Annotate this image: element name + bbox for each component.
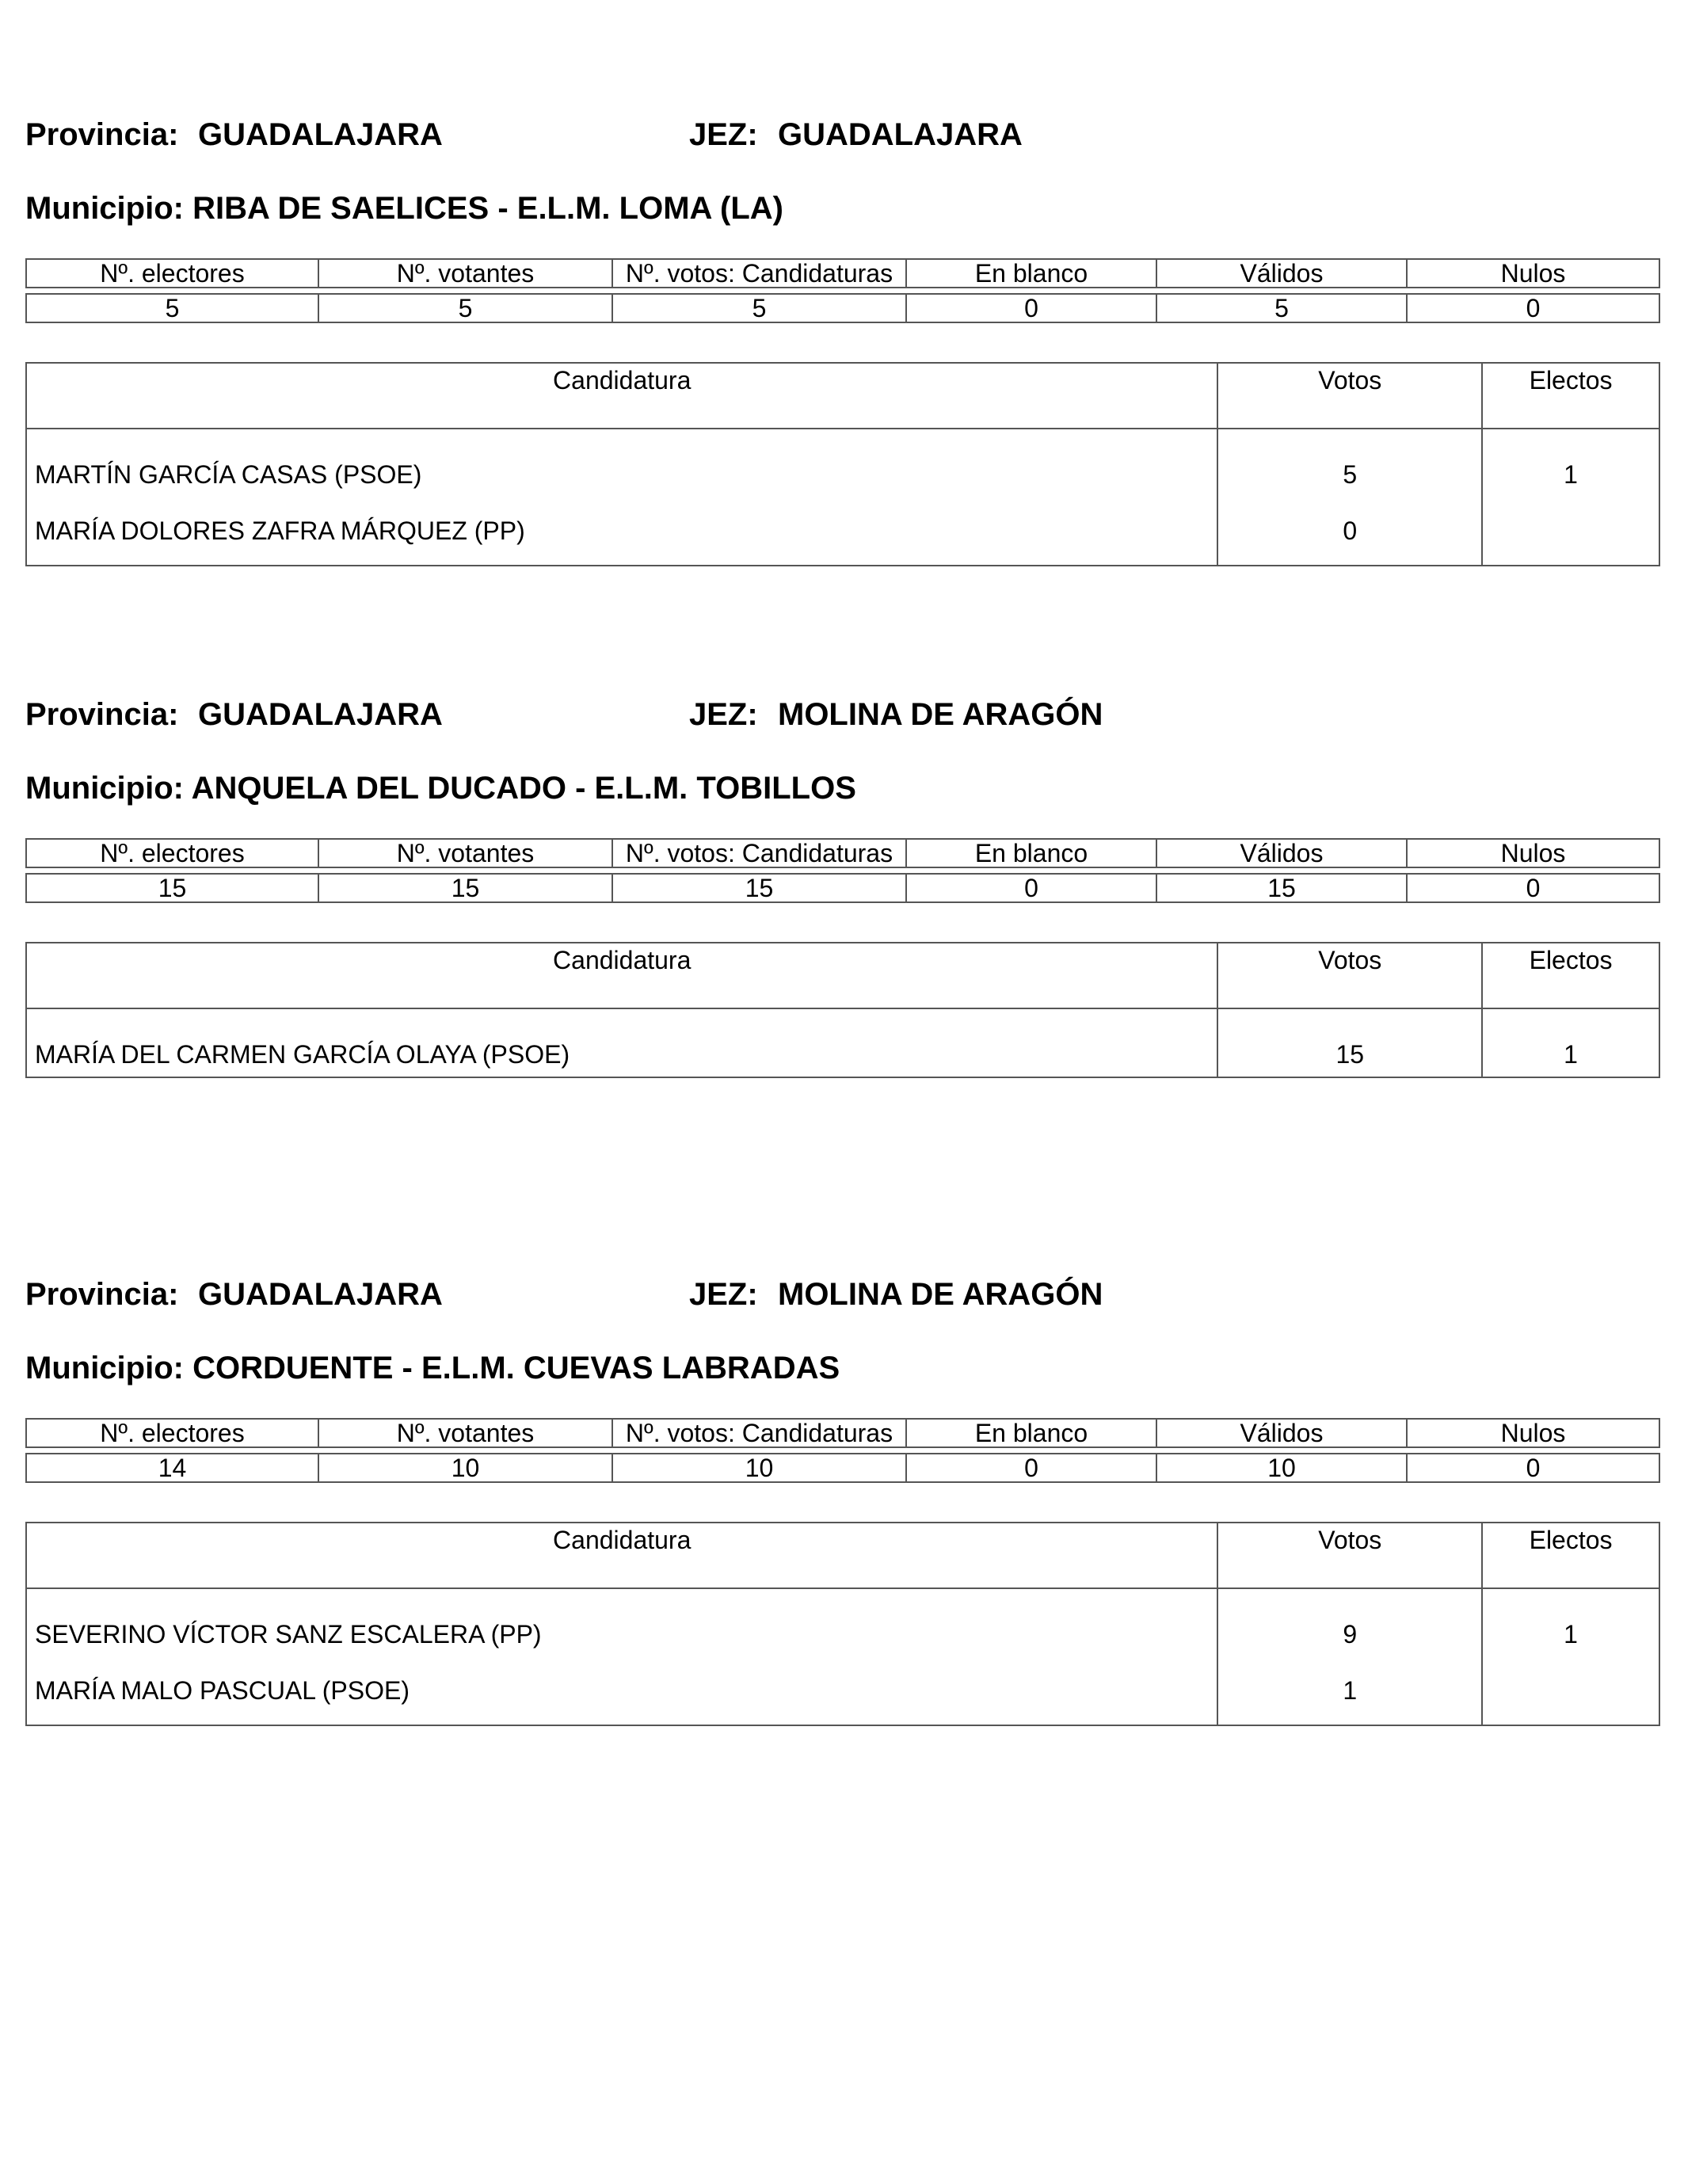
stats-header-cell: Nº. votos: Candidaturas <box>613 838 907 868</box>
results-section <box>25 691 1660 1069</box>
municipio-label: Municipio: <box>25 191 184 226</box>
jez-label: JEZ: <box>689 697 758 732</box>
votos-header: Votos <box>1217 943 1482 1008</box>
stats-header-cell: Nº. votos: Candidaturas <box>613 258 907 288</box>
candidate-row <box>26 429 1659 497</box>
jez-value: MOLINA DE ARAGÓN <box>778 697 1103 732</box>
stats-header-row <box>25 838 1660 868</box>
stats-value-cell: 15 <box>613 873 907 903</box>
candidatura-header: Candidatura <box>26 943 1217 1008</box>
stats-value-cell: 15 <box>1157 873 1408 903</box>
municipio-line <box>25 1344 840 1392</box>
candidate-electos <box>1482 1656 1659 1725</box>
candidates-table <box>25 362 1660 566</box>
stats-value-row <box>25 293 1660 323</box>
candidate-electos: 1 <box>1482 1008 1659 1077</box>
stats-value-cell: 0 <box>1408 1453 1660 1483</box>
jez-value: MOLINA DE ARAGÓN <box>778 1277 1103 1312</box>
candidate-electos <box>1482 497 1659 566</box>
jez-label: JEZ: <box>689 1277 758 1312</box>
stats-header-cell: Nº. electores <box>25 838 319 868</box>
stats-header-cell: Nº. electores <box>25 258 319 288</box>
municipio-value: RIBA DE SAELICES - E.L.M. LOMA (LA) <box>192 191 783 226</box>
stats-value-cell: 0 <box>907 293 1157 323</box>
candidates-table <box>25 1522 1660 1726</box>
stats-value-cell: 0 <box>907 1453 1157 1483</box>
results-section <box>25 1271 1660 1705</box>
stats-value-cell: 0 <box>1408 873 1660 903</box>
candidates-header-row <box>26 363 1659 429</box>
municipio-label: Municipio: <box>25 771 184 806</box>
provincia-value: GUADALAJARA <box>198 1277 443 1312</box>
provincia-label: Provincia: <box>25 117 179 152</box>
stats-value-cell: 5 <box>613 293 907 323</box>
stats-header-cell: Nulos <box>1408 1418 1660 1448</box>
stats-value-row <box>25 1453 1660 1483</box>
municipio-line <box>25 185 783 232</box>
jez-label: JEZ: <box>689 117 758 152</box>
candidate-row <box>26 1588 1659 1656</box>
votos-header: Votos <box>1217 1523 1482 1588</box>
municipio-line <box>25 764 856 812</box>
candidate-row <box>26 1656 1659 1725</box>
stats-value-cell: 15 <box>319 873 613 903</box>
candidate-row <box>26 1008 1659 1077</box>
candidates-header-row <box>26 1523 1659 1588</box>
stats-header-cell: Nº. electores <box>25 1418 319 1448</box>
candidate-votos: 15 <box>1217 1008 1482 1077</box>
stats-value-cell: 10 <box>1157 1453 1408 1483</box>
section-header <box>25 111 1660 158</box>
stats-table <box>25 833 1660 908</box>
stats-header-cell: Nº. votos: Candidaturas <box>613 1418 907 1448</box>
stats-header-cell: Nulos <box>1408 258 1660 288</box>
candidate-votos: 0 <box>1217 497 1482 566</box>
candidate-electos: 1 <box>1482 1588 1659 1656</box>
stats-header-cell: Nº. votantes <box>319 258 613 288</box>
jez-value: GUADALAJARA <box>778 117 1023 152</box>
section-header <box>25 691 1660 738</box>
candidate-votos: 1 <box>1217 1656 1482 1725</box>
candidate-electos: 1 <box>1482 429 1659 497</box>
section-header <box>25 1271 1660 1318</box>
stats-header-cell: En blanco <box>907 258 1157 288</box>
stats-value-cell: 14 <box>25 1453 319 1483</box>
candidate-row <box>26 497 1659 566</box>
stats-header-cell: En blanco <box>907 838 1157 868</box>
stats-header-cell: Válidos <box>1157 1418 1408 1448</box>
municipio-value: ANQUELA DEL DUCADO - E.L.M. TOBILLOS <box>191 771 856 806</box>
candidate-name: MARTÍN GARCÍA CASAS (PSOE) <box>26 429 1217 497</box>
candidates-table <box>25 942 1660 1078</box>
stats-header-cell: En blanco <box>907 1418 1157 1448</box>
electos-header: Electos <box>1482 943 1659 1008</box>
stats-value-cell: 10 <box>613 1453 907 1483</box>
stats-header-cell: Válidos <box>1157 838 1408 868</box>
stats-header-cell: Nulos <box>1408 838 1660 868</box>
stats-value-cell: 0 <box>907 873 1157 903</box>
stats-value-cell: 10 <box>319 1453 613 1483</box>
stats-header-cell: Nº. votantes <box>319 838 613 868</box>
candidatura-header: Candidatura <box>26 363 1217 429</box>
candidate-votos: 5 <box>1217 429 1482 497</box>
stats-header-cell: Válidos <box>1157 258 1408 288</box>
electos-header: Electos <box>1482 1523 1659 1588</box>
stats-value-row <box>25 873 1660 903</box>
candidate-votos: 9 <box>1217 1588 1482 1656</box>
municipio-label: Municipio: <box>25 1351 184 1385</box>
candidates-header-row <box>26 943 1659 1008</box>
electos-header: Electos <box>1482 363 1659 429</box>
stats-value-cell: 5 <box>25 293 319 323</box>
candidate-name: MARÍA DEL CARMEN GARCÍA OLAYA (PSOE) <box>26 1008 1217 1077</box>
votos-header: Votos <box>1217 363 1482 429</box>
candidate-name: MARÍA MALO PASCUAL (PSOE) <box>26 1656 1217 1725</box>
stats-header-cell: Nº. votantes <box>319 1418 613 1448</box>
stats-table <box>25 1413 1660 1488</box>
municipio-value: CORDUENTE - E.L.M. CUEVAS LABRADAS <box>192 1351 840 1385</box>
stats-header-row <box>25 1418 1660 1448</box>
provincia-label: Provincia: <box>25 1277 179 1312</box>
candidate-name: MARÍA DOLORES ZAFRA MÁRQUEZ (PP) <box>26 497 1217 566</box>
candidatura-header: Candidatura <box>26 1523 1217 1588</box>
provincia-value: GUADALAJARA <box>198 117 443 152</box>
stats-table <box>25 253 1660 328</box>
stats-header-row <box>25 258 1660 288</box>
stats-value-cell: 0 <box>1408 293 1660 323</box>
provincia-value: GUADALAJARA <box>198 697 443 732</box>
stats-value-cell: 5 <box>319 293 613 323</box>
provincia-label: Provincia: <box>25 697 179 732</box>
stats-value-cell: 5 <box>1157 293 1408 323</box>
results-section <box>25 111 1660 545</box>
candidate-name: SEVERINO VÍCTOR SANZ ESCALERA (PP) <box>26 1588 1217 1656</box>
stats-value-cell: 15 <box>25 873 319 903</box>
